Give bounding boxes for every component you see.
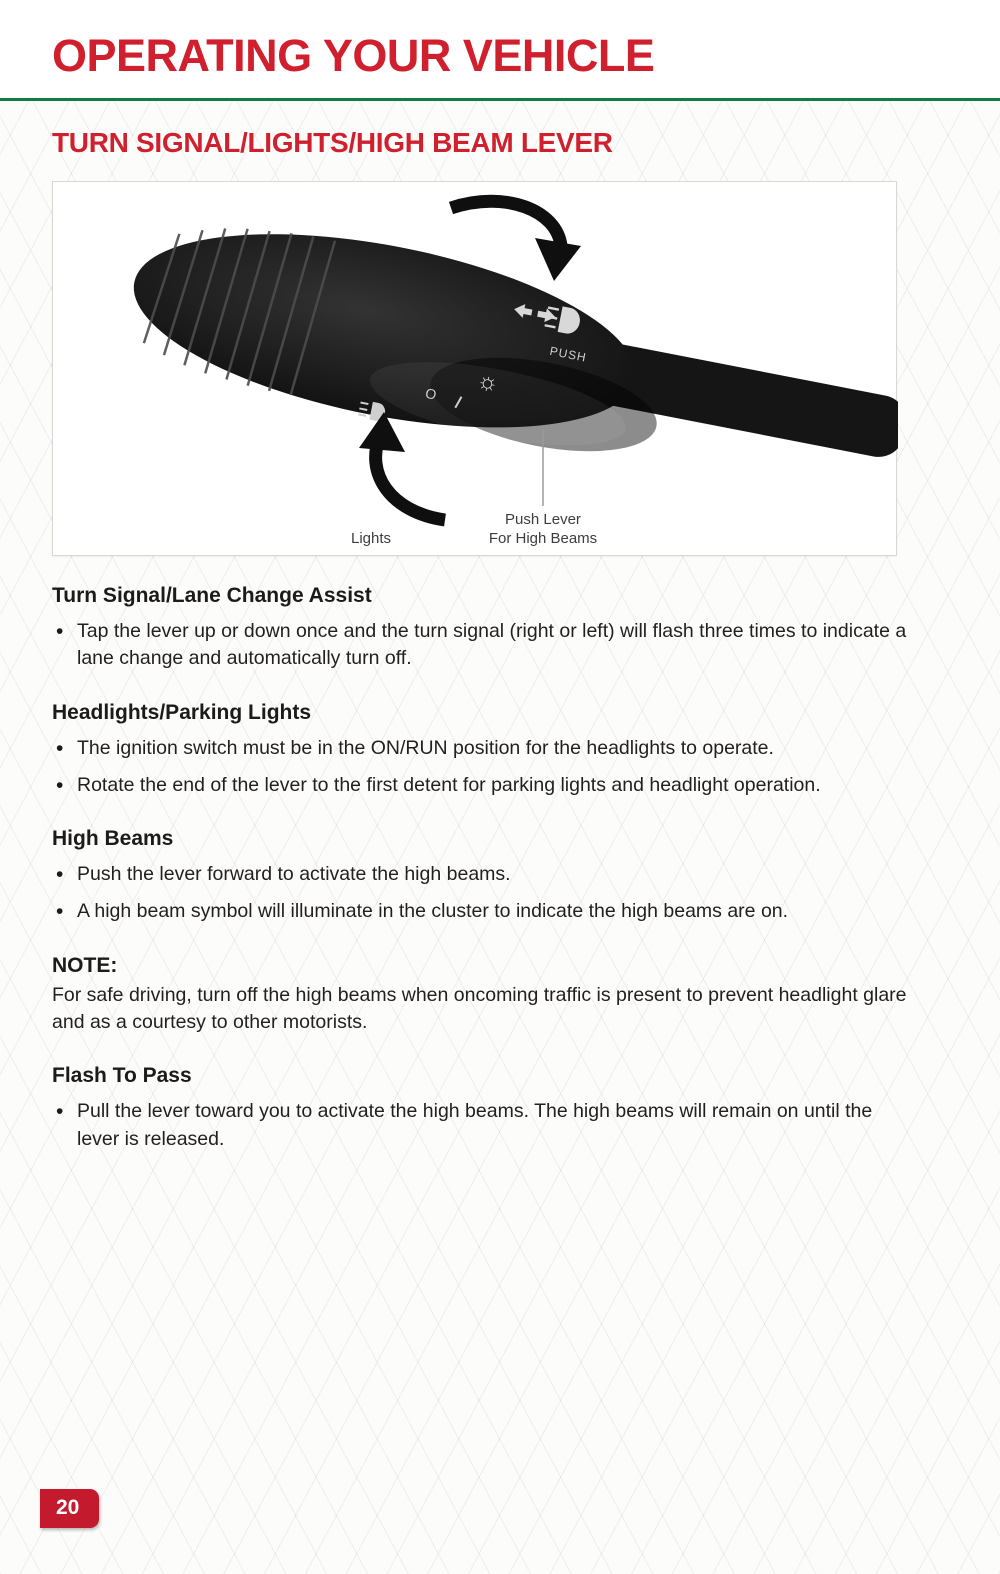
bullet-text: The ignition switch must be in the ON/RUN position for the headlights to operate. [77,736,774,759]
page-header [0,0,1000,101]
note-heading: NOTE: [52,953,118,977]
lights-label: Lights [350,530,392,547]
section-heading: Flash To Pass [52,1064,192,1088]
push-label: PUSH [548,343,588,365]
page-number-tab: 20 [40,1489,99,1528]
bullet-item [52,618,912,673]
off-position-icon: O [424,384,438,403]
page-content [52,584,948,1153]
bullet-list [52,735,948,800]
lever-figure [52,181,897,556]
light-switch-icon: ☼ [474,366,502,398]
bullet-list [52,1098,948,1153]
lever-stalk [117,199,898,521]
bullet-item [52,898,912,925]
page-title: OPERATING YOUR VEHICLE [52,30,655,81]
bullet-text: Push the lever forward to activate the high beams. [77,863,511,886]
bullet-text: Pull the lever toward you to activate the high beams. The high beams will remain on until the lever is released. [77,1100,873,1150]
push-lever-label-line1: Push Lever [505,511,581,528]
section-heading: High Beams [52,827,174,851]
section-headlights [52,701,948,800]
bullet-list [52,861,948,926]
section-heading: Turn Signal/Lane Change Assist [52,584,372,607]
bullet-item [52,861,912,888]
bullet-text: A high beam symbol will illuminate in the cluster to indicate the high beams are on. [77,900,789,923]
bullet-item [52,1098,912,1153]
section-title: TURN SIGNAL/LIGHTS/HIGH BEAM LEVER [52,127,613,158]
section-high-beams [52,827,948,926]
bullet-list [52,618,948,673]
push-lever-label-line2: For High Beams [488,530,598,547]
rotate-up-arrow-icon [359,412,445,520]
bullet-item [52,735,912,762]
section-turn-signal [52,584,948,673]
bullet-item [52,772,912,799]
section-heading: Headlights/Parking Lights [52,700,312,724]
lever-illustration [53,188,898,556]
bullet-text: Tap the lever up or down once and the turn signal (right or left) will flash three times to indicate a lane change and automatically turn off. [77,620,907,670]
section-flash-to-pass [52,1064,948,1153]
bullet-text: Rotate the end of the lever to the first detent for parking lights and headlight operation. [77,773,821,796]
note-text: For safe driving, turn off the high beams when oncoming traffic is present to prevent headlight glare and as a courtesy to other motorists. [52,983,907,1034]
section-note [52,954,948,1037]
